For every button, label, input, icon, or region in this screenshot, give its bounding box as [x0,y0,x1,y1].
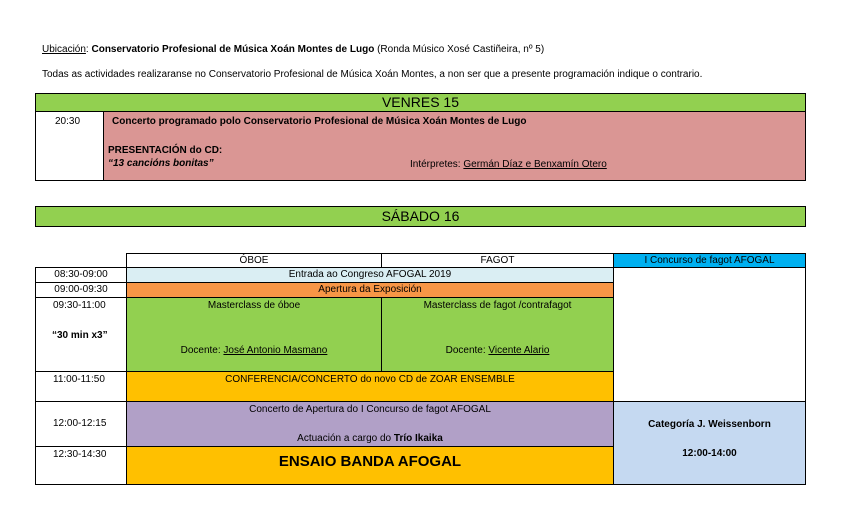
masterclass-fagot-docente-label: Docente: [445,345,486,356]
location-line [42,44,544,56]
time-row-3 [35,297,127,372]
header-contest [613,253,806,268]
location-colon: : [85,44,89,55]
time-row-6 [35,446,127,485]
location-address: (Ronda Músico Xosé Castiñeira, nº 5) [377,44,545,55]
contest-category-cell [613,401,806,485]
header-contest-label: I Concurso de fagot AFOGAL [644,255,775,266]
time-row-4 [35,371,127,402]
friday-performers-label: Intérpretes: [410,159,461,170]
masterclass-oboe-docente-line [127,345,381,357]
friday-concert: Concerto programado polo Conservatorio Profesional de Música Xoán Montes de Lugo [112,116,527,127]
time-row-3-label: 09:30-11:00 [53,300,106,311]
event-concerto-sub-prefix: Actuación a cargo do [297,433,392,444]
friday-band [35,93,806,112]
event-concerto-apertura-sub [127,433,613,445]
masterclass-fagot-title: Masterclass de fagot /contrafagot [423,300,572,311]
saturday-title: SÁBADO 16 [381,208,460,224]
friday-title: VENRES 15 [381,94,460,110]
event-entrada [126,267,614,283]
time-row-5-label: 12:00-12:15 [53,418,107,429]
time-row-5 [35,401,127,447]
event-apertura-exposicion-text: Apertura da Exposición [318,284,422,295]
time-row-1-label: 08:30-09:00 [54,269,108,280]
location-label: Ubicación [42,44,86,55]
time-row-2 [35,282,127,298]
header-oboe-label: ÓBOE [239,255,269,266]
event-conferencia [126,371,614,402]
general-note: Todas as actividades realizaranse no Conservatorio Profesional de Música Xoán Montes, a non ser que a presente programación indique o contrario. [42,69,703,80]
event-concerto-apertura-text: Concerto de Apertura do I Concurso de fagot AFOGAL [249,404,491,415]
masterclass-oboe-docente: José Antonio Masmano [223,345,328,356]
masterclass-oboe-docente-label: Docente: [180,345,221,356]
friday-performers: Germán Díaz e Benxamín Otero [463,159,607,170]
contest-category: Categoría J. Weissenborn [648,419,771,430]
event-ensaio-banda-text: ENSAIO BANDA AFOGAL [278,453,462,470]
friday-time-cell [35,111,104,181]
time-row-3-extra: “30 min x3” [52,330,108,341]
masterclass-fagot-docente: Vicente Alario [488,345,550,356]
time-row-6-label: 12:30-14:30 [53,449,107,460]
event-concerto-apertura [126,401,614,447]
time-row-2-label: 09:00-09:30 [54,284,108,295]
header-fagot-label: FAGOT [480,255,515,266]
location-name: Conservatorio Profesional de Música Xoán Montes de Lugo [91,44,375,55]
friday-performers-line [410,159,607,171]
event-concerto-sub-bold: Trío Ikaika [393,433,443,444]
masterclass-oboe-title: Masterclass de óboe [207,300,301,311]
event-ensaio-banda [126,446,614,485]
header-fagot [381,253,614,268]
time-row-1 [35,267,127,283]
time-row-4-label: 11:00-11:50 [53,374,105,385]
friday-event-cell [103,111,806,181]
event-entrada-text: Entrada ao Congreso AFOGAL 2019 [288,269,452,280]
saturday-band [35,206,806,227]
contest-empty-area [805,267,806,402]
event-masterclass-oboe [126,297,382,372]
masterclass-fagot-docente-line [382,345,613,357]
contest-time: 12:00-14:00 [682,448,737,459]
event-masterclass-fagot [381,297,614,372]
friday-cd-title: “13 cancións bonitas” [108,158,214,169]
friday-presentation-label: PRESENTACIÓN do CD: [108,145,223,156]
friday-time: 20:30 [55,116,81,127]
event-conferencia-text: CONFERENCIA/CONCERTO do novo CD de ZOAR ENSEMBLE [225,374,515,385]
event-apertura-exposicion [126,282,614,298]
header-oboe [126,253,382,268]
